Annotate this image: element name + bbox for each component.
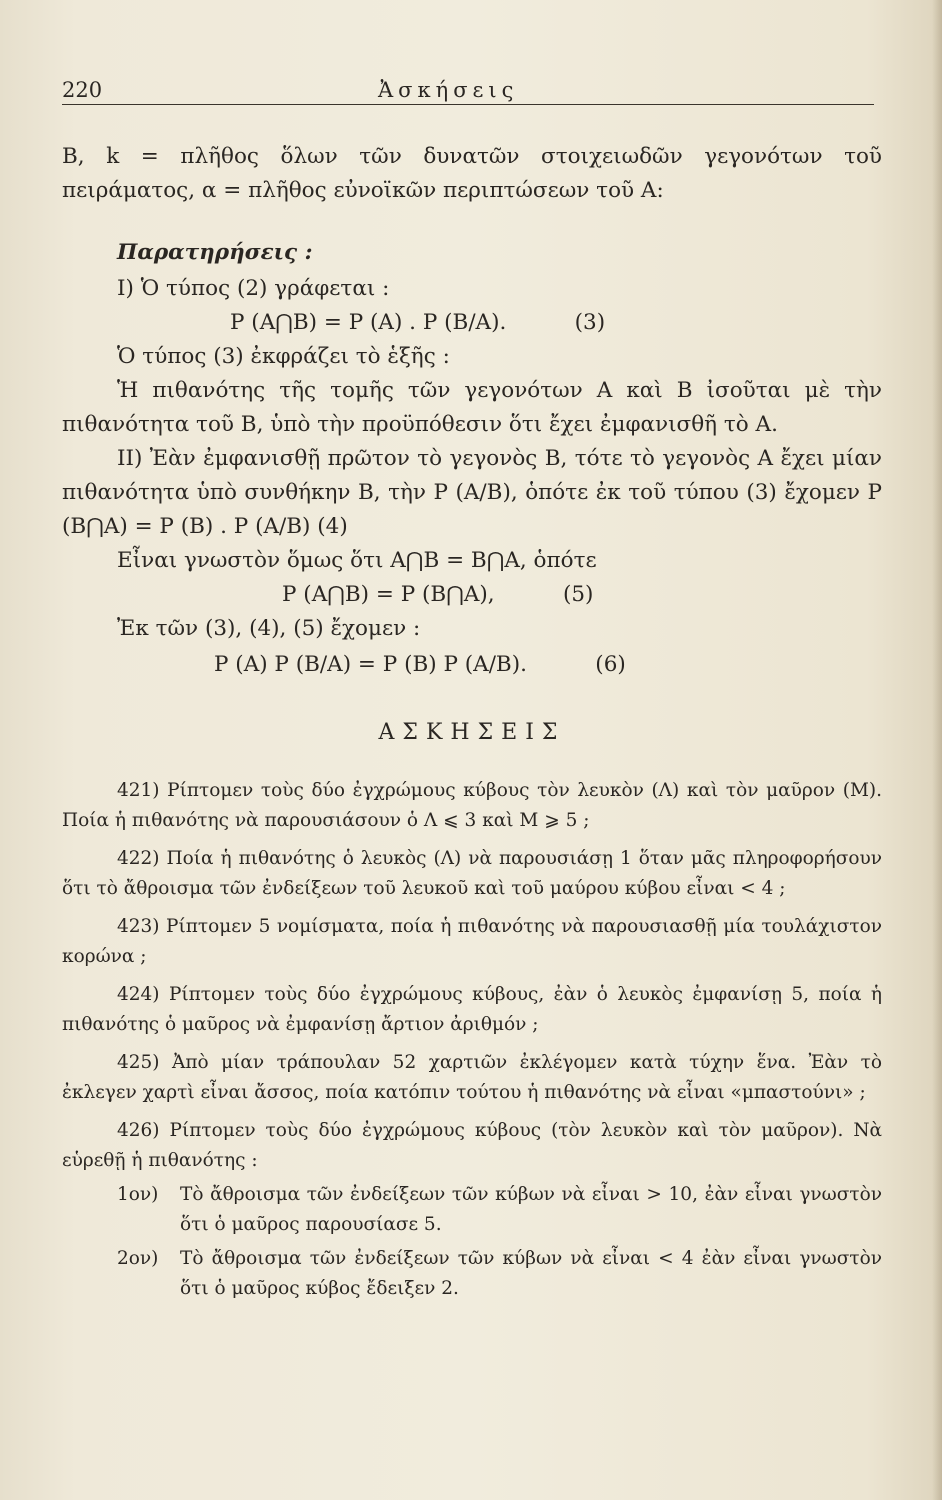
exercise-426-part-2 bbox=[62, 1244, 882, 1304]
part-text: Τὸ ἄθροισμα τῶν ἐνδείξεων τῶν κύβων νὰ εἶναι < 4 ἐὰν εἶναι γνωστὸν ὅτι ὁ μαῦρος κύβος ἔδειξεν 2. bbox=[180, 1248, 882, 1299]
exercise-424: 424) Ρίπτομεν τοὺς δύο ἐγχρώμους κύβους, ἐὰν ὁ λευκὸς ἐμφανίσῃ 5, ποία ἡ πιθανότης ὁ μαῦρος νὰ ἐμφανίσῃ ἄρτιον ἀριθμόν ; bbox=[62, 984, 882, 1035]
exercise-422: 422) Ποία ἡ πιθανότης ὁ λευκὸς (Λ) νὰ παρουσιάσῃ 1 ὅταν μᾶς πληροφορήσουν ὅτι τὸ ἄθροισμα τῶν ἐνδείξεων τοῦ λευκοῦ καὶ τοῦ μαύρου κύβου εἶναι < 4 ; bbox=[62, 848, 882, 899]
equation-3: P (A⋂B) = P (A) . P (B/A). (3) bbox=[230, 310, 606, 335]
exercises-heading: ΑΣΚΗΣΕΙΣ bbox=[378, 720, 566, 745]
remark-1-intro: I) Ὁ τύπος (2) γράφεται : bbox=[117, 276, 390, 301]
exercise-421: 421) Ρίπτομεν τοὺς δύο ἐγχρώμους κύβους τὸν λευκὸν (Λ) καὶ τὸν μαῦρον (M). Ποία ἡ πιθανότης νὰ παρουσιάσουν ὁ Λ ⩽ 3 καὶ M ⩾ 5 ; bbox=[62, 780, 882, 831]
remark-2-from: Ἐκ τῶν (3), (4), (5) ἔχομεν : bbox=[117, 616, 421, 641]
equation-5: P (A⋂B) = P (B⋂A), (5) bbox=[282, 582, 594, 607]
exercise-423: 423) Ρίπτομεν 5 νομίσματα, ποία ἡ πιθανότης νὰ παρουσιασθῇ μία τουλάχιστον κορώνα ; bbox=[62, 916, 882, 967]
exercise-425: 425) Ἀπὸ μίαν τράπουλαν 52 χαρτιῶν ἐκλέγομεν κατὰ τύχην ἕνα. Ἐὰν τὸ ἐκλεγεν χαρτὶ εἶναι ἄσσος, ποία κατόπιν τούτου ἡ πιθανότης νὰ εἶναι «μπαστούνι» ; bbox=[62, 1052, 882, 1103]
remark-1-statement: Ἡ πιθανότης τῆς τομῆς τῶν γεγονότων A καὶ B ἰσοῦται μὲ τὴν πιθανότητα τοῦ B, ὑπὸ τὴν προϋπόθεσιν ὅτι ἔχει ἐμφανισθῆ τὸ A. bbox=[62, 378, 882, 437]
equation-6: P (A) P (B/A) = P (B) P (A/B). (6) bbox=[214, 652, 626, 677]
part-label: 2ον) bbox=[117, 1248, 159, 1269]
part-text: Τὸ ἄθροισμα τῶν ἐνδείξεων τῶν κύβων νὰ εἶναι > 10, ἐὰν εἶναι γνωστὸν ὅτι ὁ μαῦρος παρουσίασε 5. bbox=[180, 1184, 882, 1235]
main-text bbox=[62, 140, 882, 1304]
page-number: 220 bbox=[62, 78, 103, 102]
header-rule bbox=[62, 104, 874, 105]
part-label: 1ον) bbox=[117, 1184, 159, 1205]
page-edge-shadow bbox=[932, 0, 942, 1500]
remark-2-text: II) Ἐὰν ἐμφανισθῇ πρῶτον τὸ γεγονὸς B, τότε τὸ γεγονὸς A ἔχει μίαν πιθανότητα ὑπὸ συνθήκην B, τὴν P (A/B), ὁπότε ἐκ τοῦ τύπου (3) ἔχομεν P (B⋂A) = P (B) . P (A/B) (4) bbox=[62, 446, 882, 539]
exercises-list bbox=[62, 776, 882, 1304]
paragraph-b: B, k = πλῆθος ὅλων τῶν δυνατῶν στοιχειωδῶν γεγονότων τοῦ πειράματος, α = πλῆθος εὐνοϊκῶν περιπτώσεων τοῦ A: bbox=[62, 144, 882, 203]
remark-1-expresses: Ὁ τύπος (3) ἐκφράζει τὸ ἑξῆς : bbox=[117, 344, 450, 369]
remarks-title: Παρατηρήσεις : bbox=[117, 240, 313, 265]
running-head: Ἀσκήσεις bbox=[378, 78, 519, 102]
exercise-426: 426) Ρίπτομεν τοὺς δύο ἐγχρώμους κύβους (τὸν λευκὸν καὶ τὸν μαῦρον). Νὰ εὑρεθῇ ἡ πιθανότης : bbox=[62, 1120, 882, 1171]
remark-2-known: Εἶναι γνωστὸν ὅμως ὅτι A⋂B = B⋂A, ὁπότε bbox=[117, 548, 597, 573]
exercise-426-part-1 bbox=[62, 1180, 882, 1240]
